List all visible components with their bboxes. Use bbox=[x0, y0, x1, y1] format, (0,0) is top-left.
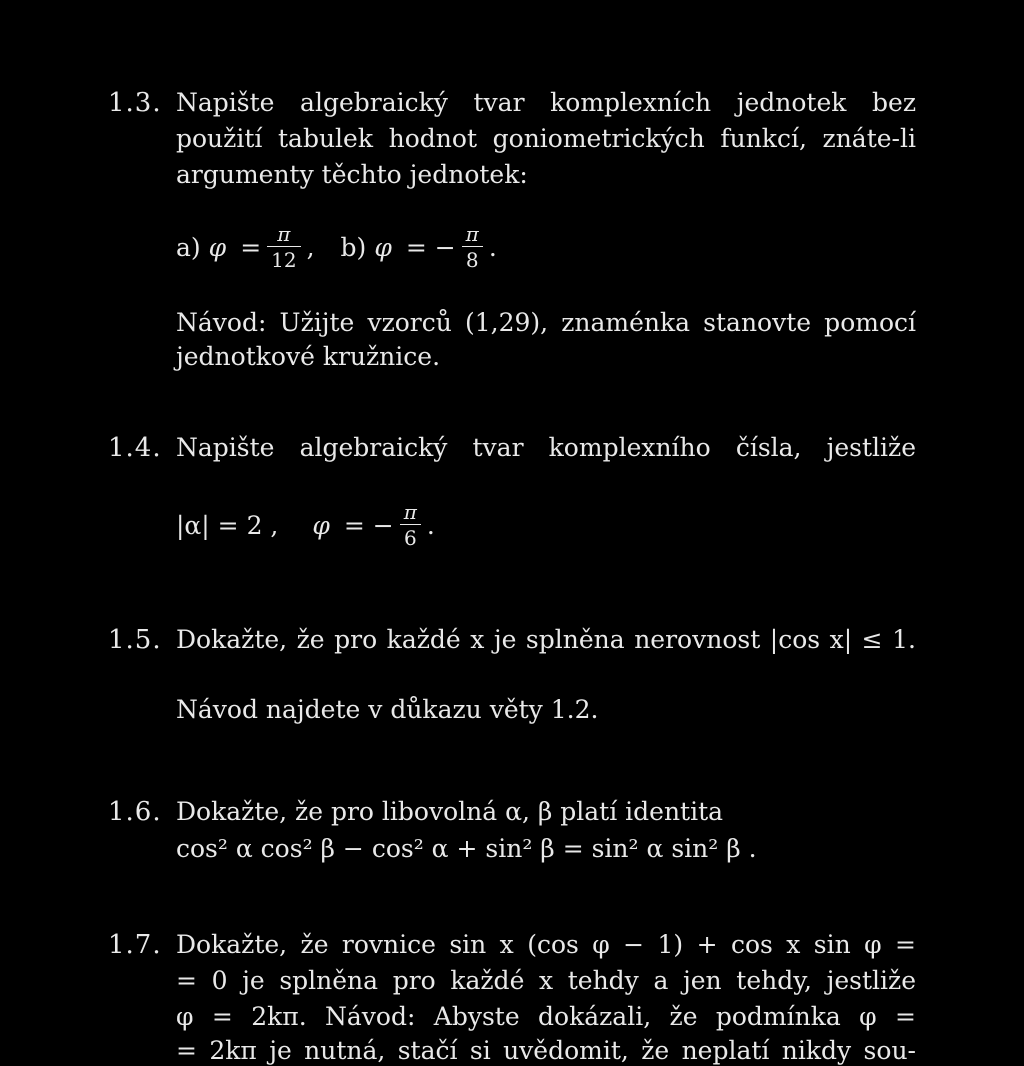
problem-number: 1.3. bbox=[108, 88, 162, 118]
problem-number: 1.5. bbox=[108, 625, 162, 655]
problem-text-line-1: Dokažte, že pro libovolná α, β platí identita bbox=[176, 797, 724, 826]
formula-row bbox=[176, 212, 497, 282]
fraction-numerator: π bbox=[462, 222, 483, 247]
phi-symbol: φ bbox=[374, 232, 392, 262]
equals-sign: = bbox=[240, 232, 262, 262]
separator: , bbox=[306, 232, 315, 262]
fraction-denominator: 8 bbox=[465, 247, 479, 272]
problem-text-line-2: použití tabulek hodnot goniometrických funkcí, znáte-li bbox=[176, 124, 916, 153]
fraction-denominator: 6 bbox=[403, 525, 417, 550]
problem-text-line-1: Dokažte, že pro každé x je splněna nerovnost |cos x| ≤ 1. bbox=[176, 625, 916, 654]
problem-text-line-4: = 2kπ je nutná, stačí si uvědomit, že neplatí nikdy sou- bbox=[176, 1036, 916, 1065]
item-a-label: a) bbox=[176, 232, 201, 262]
problem-text-line-3: argumenty těchto jednotek: bbox=[176, 160, 528, 189]
problem-text-line-3: φ = 2kπ. Návod: Abyste dokázali, že podmínka φ = bbox=[176, 1002, 916, 1031]
problem-text-line-2: = 0 je splněna pro každé x tehdy a jen tehdy, jestliže bbox=[176, 966, 916, 995]
hint-line: Návod najdete v důkazu věty 1.2. bbox=[176, 695, 599, 724]
hint-line-1: Návod: Užijte vzorců (1,29), znaménka stanovte pomocí bbox=[176, 308, 916, 337]
problem-text-line-1: Napište algebraický tvar komplexních jednotek bez bbox=[176, 88, 916, 117]
identity-formula: cos² α cos² β − cos² α + sin² β = sin² α sin² β . bbox=[176, 834, 757, 863]
fraction-numerator: π bbox=[267, 222, 300, 247]
period: . bbox=[426, 510, 435, 540]
item-b-label: b) bbox=[340, 232, 367, 262]
fraction-numerator: π bbox=[400, 500, 421, 525]
phi-symbol: φ bbox=[312, 510, 330, 540]
problem-number: 1.7. bbox=[108, 930, 162, 960]
fraction-b bbox=[462, 222, 483, 273]
formula-row bbox=[176, 490, 435, 560]
equals-minus: = − bbox=[405, 232, 456, 262]
phi-symbol: φ bbox=[208, 232, 227, 262]
hint-line-2: jednotkové kružnice. bbox=[176, 342, 441, 371]
modulus-expression: |α| = 2 , bbox=[176, 510, 279, 540]
fraction-a bbox=[267, 222, 300, 273]
problem-text-line-1: Dokažte, že rovnice sin x (cos φ − 1) + cos x sin φ = bbox=[176, 930, 916, 959]
period: . bbox=[488, 232, 497, 262]
problem-number: 1.4. bbox=[108, 433, 162, 463]
problem-text-line-1: Napište algebraický tvar komplexního čísla, jestliže bbox=[176, 433, 916, 462]
equals-minus: = − bbox=[343, 510, 394, 540]
problem-number: 1.6. bbox=[108, 797, 162, 827]
fraction bbox=[400, 500, 421, 551]
fraction-denominator: 12 bbox=[271, 247, 297, 272]
